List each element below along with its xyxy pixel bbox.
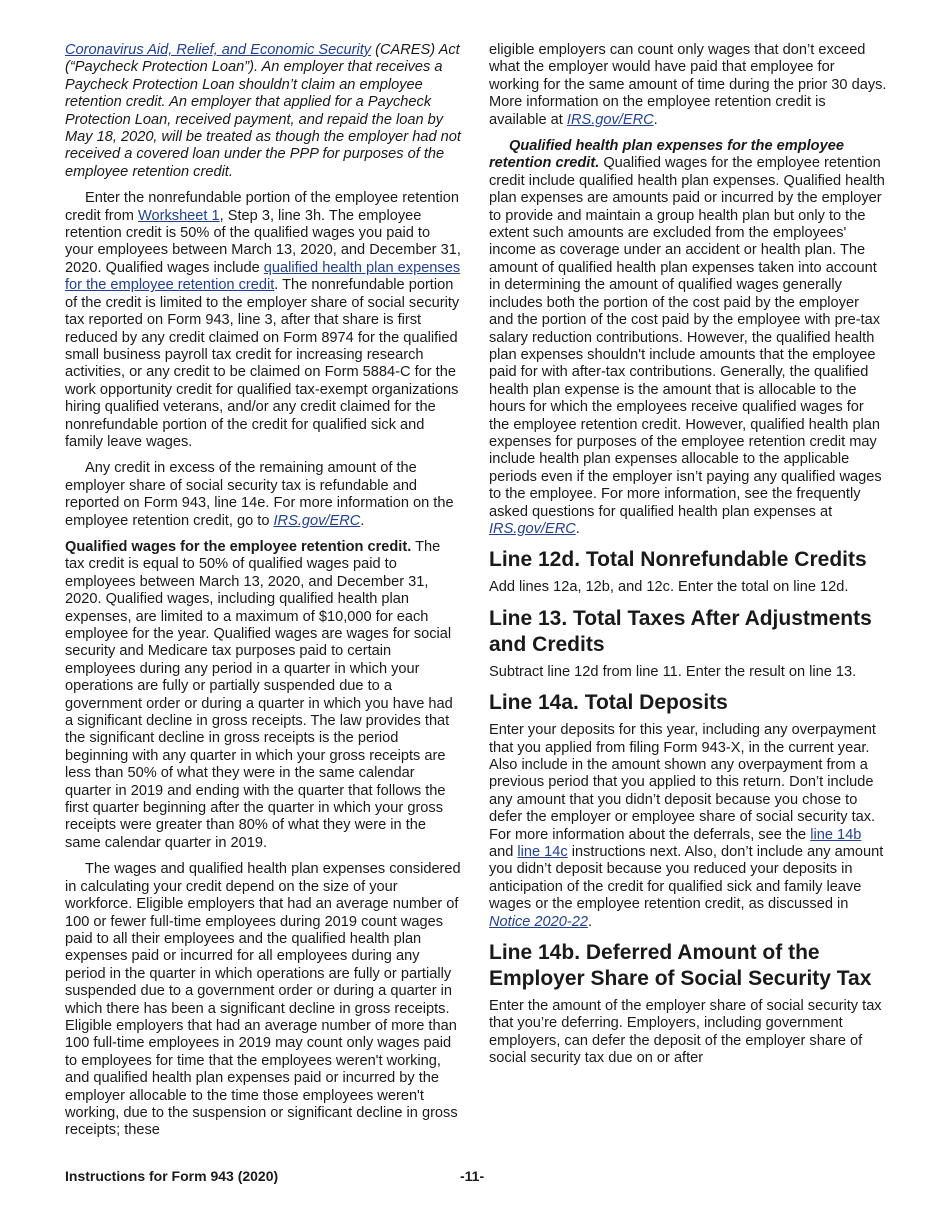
page-number: -11- (460, 1168, 485, 1184)
worksheet-1-link[interactable]: Worksheet 1 (137, 207, 220, 224)
left-column (65, 42, 462, 1149)
line-14b-heading: Line 14b. Deferred Amount of the Employer Share of Social Security Tax (489, 941, 872, 991)
prior-30-days-paragraph: eligible employers can count only wages that don’t exceed what the employer would have paid that employee for working for the same amount of time during the prior 30 days. More information on the employee retention credit is available at IRS.gov/ERC. (489, 42, 887, 128)
health-plan-expenses-heading: Qualified health plan expenses for the employee retention credit. (489, 138, 844, 172)
irs-erc-link[interactable]: IRS.gov/ERC (566, 111, 654, 128)
line-14a-heading: Line 14a. Total Deposits (489, 691, 728, 715)
notice-2020-22-link[interactable]: Notice 2020-22 (489, 913, 588, 930)
line-14b-paragraph: Enter the amount of the employer share of social security tax that you’re deferring. Employers, including government employers, can defer the deposit of the employer share of social security tax due on or after (489, 998, 882, 1067)
line-14c-link[interactable]: line 14c (517, 844, 568, 861)
footer-title: Instructions for Form 943 (2020) (65, 1168, 279, 1184)
excess-credit-paragraph: Any credit in excess of the remaining amount of the employer share of social security tax is refundable and reported on Form 943, line 14e. For more information on the employee retention credit, go to IRS.gov/ERC. (65, 460, 454, 529)
qualified-health-plan-expenses-link[interactable]: qualified health plan expenses for the employee retention credit (65, 259, 461, 294)
workforce-size-paragraph: The wages and qualified health plan expenses considered in calculating your credit depend on the size of your workforce. Eligible employers that had an average number of 100 or fewer full-time employees during 2019 count wages paid to all their employees and the qualified health plan expenses paid or incurred for all employees during any period in the quarter in which operations are fully or partially suspended due to a government order or during a quarter in which there has been a significant decline in gross receipts. Eligible employers that had an average number of more than 100 full-time employees in 2019 may count only wages paid to employees for time that the employees weren't working, and qualified health plan expenses paid or incurred by the employer allocable to the time those employees weren't working, due to the suspension or significant decline in gross receipts; these (65, 861, 461, 1139)
line-14a-paragraph: Enter your deposits for this year, including any overpayment that you applied from filing Form 943-X, in the current year. Also include in the amount shown any overpayment from a previous period that you applied to this return. Don’t include any amount that you didn’t deposit because you chose to defer the employer or employee share of social security tax. For more information about the deferrals, see the line 14b and line 14c instructions next. Also, don’t include any amount you didn’t deposit because you reduced your deposits in anticipation of the credit for qualified sick and family leave wages or the employee retention credit, as discussed in Notice 2020-22. (489, 722, 884, 930)
cares-act-paragraph: Coronavirus Aid, Relief, and Economic Security (CARES) Act (“Paycheck Protection Loan”). An employer that receives a Paycheck Protection Loan shouldn’t claim an employee retention credit. An employer that applied for a Paycheck Protection Loan, received payment, and repaid the loan by May 18, 2020, will be treated as though the employer had not received a covered loan under the PPP for purposes of the employee retention credit. (65, 42, 461, 180)
qualified-wages-paragraph: Qualified wages for the employee retention credit. The tax credit is equal to 50% of qualified wages paid to employees between March 13, 2020, and December 31, 2020. Qualified wages, including qualified health plan expenses, are limited to a maximum of $10,000 for each employee for the year. Qualified wages are wages for social security and Medicare tax purposes paid to certain employees during any period in a quarter in which your operations are fully or partially suspended due to a government order or during a quarter in which you have had a significant decline in gross receipts. The law provides that the significant decline in gross receipts is the period beginning with any quarter in which your gross receipts are less than 50% of what they were in the same calendar quarter in 2019 and ending with the quarter that follows the first quarter beginning after the quarter in which your gross receipts were greater than 80% of what they were in the same calendar quarter in 2019. (65, 538, 453, 851)
cares-act-link[interactable]: Coronavirus Aid, Relief, and Economic Security (65, 42, 372, 58)
right-column (489, 42, 887, 1077)
qualified-wages-heading: Qualified wages for the employee retention credit. (65, 538, 412, 555)
health-plan-expenses-paragraph: Qualified health plan expenses for the employee retention credit. Qualified wages for the employee retention credit include qualified health plan expenses. Qualified health plan expenses are amounts paid or incurred by the employer to provide and maintain a group health plan but only to the extent such amounts are excluded from the employees' income as coverage under an accident or health plan. The amount of qualified health plan expenses taken into account in determining the amount of qualified wages generally includes both the portion of the cost paid by the employer and the portion of the cost paid by the employee with pre-tax salary reduction contributions. However, the qualified health plan expenses shouldn't include amounts that the employee paid for with after-tax contributions. Generally, the qualified health plan expense is the amount that is allocable to the hours for which the employees receive qualified wages for the employee retention credit. However, qualified health plan expenses for purposes of the employee retention credit may include health plan expenses allocable to the applicable periods even if the employer isn’t paying any qualified wages to the employee. For more information, see the frequently asked questions for qualified health plan expenses at IRS.gov/ERC. (489, 138, 885, 537)
line-12d-paragraph: Add lines 12a, 12b, and 12c. Enter the total on line 12d. (489, 579, 849, 596)
nonrefundable-portion-paragraph: Enter the nonrefundable portion of the employee retention credit from Worksheet 1, Step 3, line 3h. The employee retention credit is 50% of the qualified wages you paid to your employees between March 13, 2020, and December 31, 2020. Qualified wages include qualified health plan expenses for the employee retention credit. The nonrefundable portion of the credit is limited to the employer share of social security tax reported on Form 943, line 3, after that share is first reduced by any credit claimed on Form 8974 for the qualified small business payroll tax credit for increasing research activities, or any credit to be claimed on Form 5884-C for the work opportunity credit for qualified tax-exempt organizations hiring qualified veterans, and/or any credit claimed for the nonrefundable portion of the credit for qualified sick and family leave wages. (65, 190, 461, 450)
line-12d-heading: Line 12d. Total Nonrefundable Credits (489, 548, 867, 572)
irs-erc-link[interactable]: IRS.gov/ERC (489, 520, 576, 537)
line-13-paragraph: Subtract line 12d from line 11. Enter the result on line 13. (489, 663, 857, 680)
line-14b-link[interactable]: line 14b (810, 826, 862, 843)
irs-erc-link[interactable]: IRS.gov/ERC (273, 512, 361, 529)
line-13-heading: Line 13. Total Taxes After Adjustments and Credits (489, 606, 872, 656)
